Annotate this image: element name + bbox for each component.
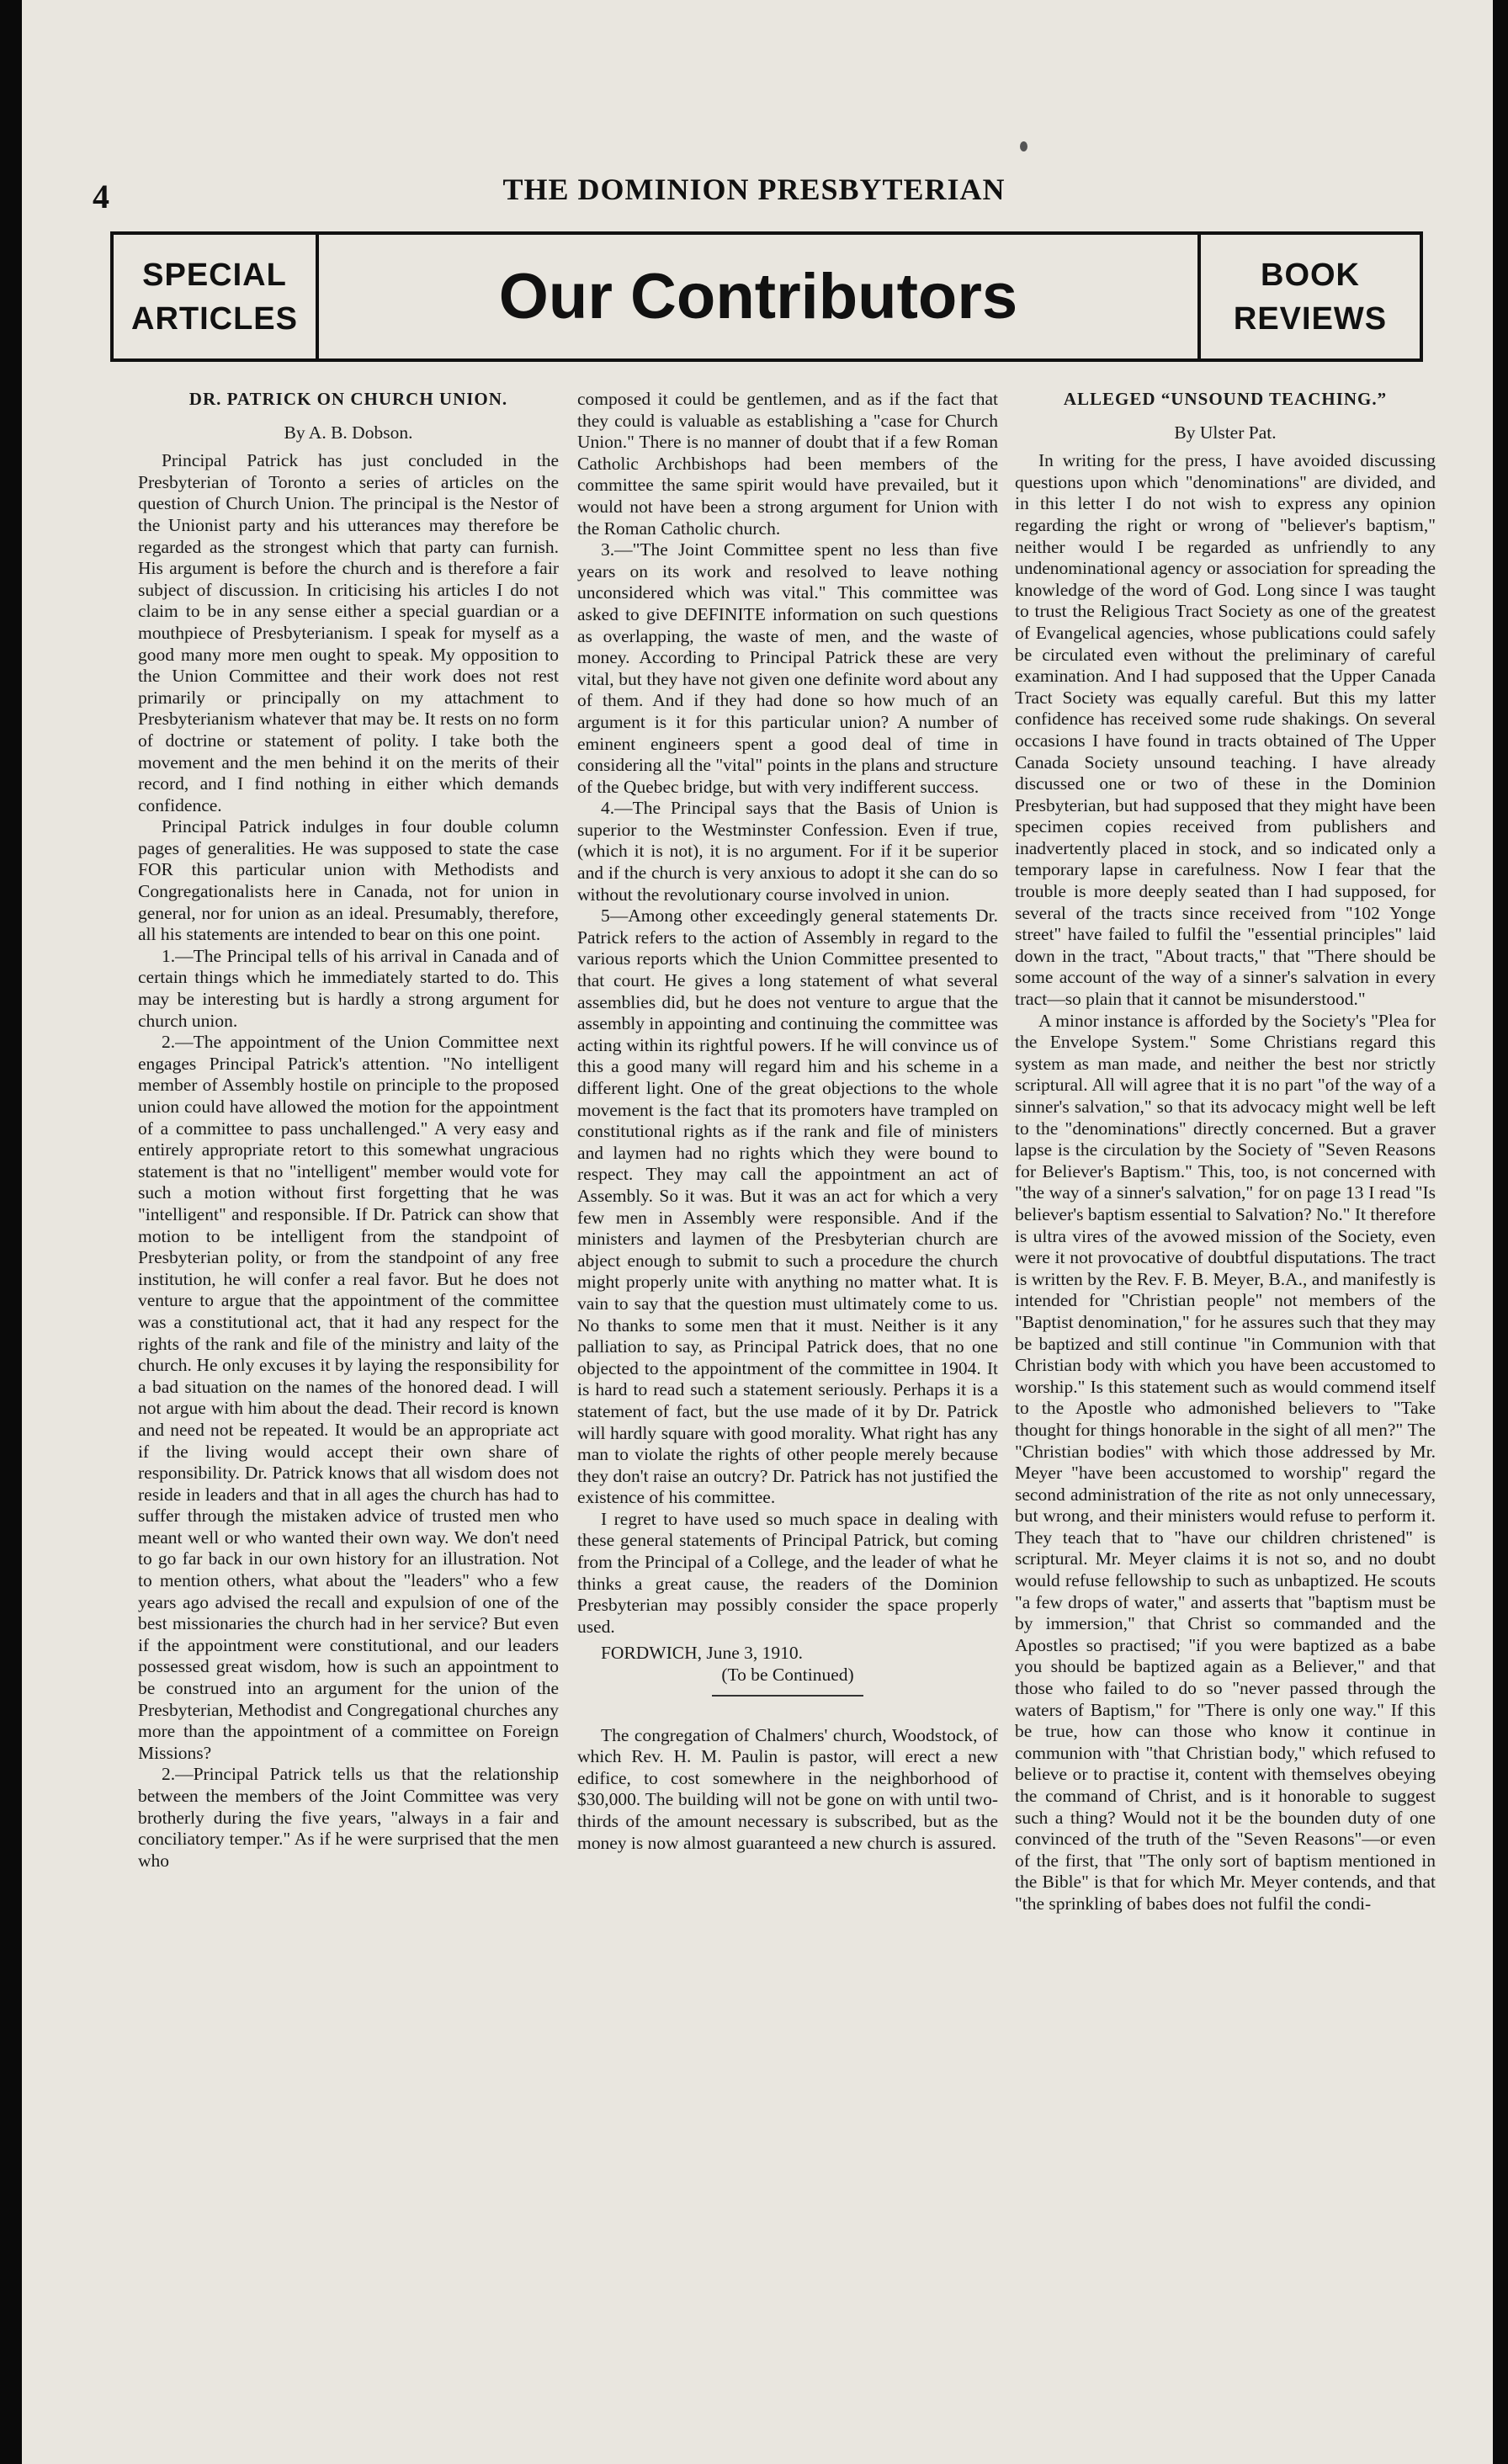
- article1-cont-paragraph: I regret to have used so much space in dealing with these general statements of Principal Patrick, but coming from the Principal of a College, and the leader of what he thinks a great cause, the readers of the Dominion Presbyterian may possibly consider the space properly used.: [577, 1508, 998, 1637]
- ink-speck: [1020, 141, 1027, 151]
- separator-rule: [712, 1695, 863, 1697]
- running-title: THE DOMINION PRESBYTERIAN: [502, 173, 1006, 206]
- section-masthead: [110, 231, 1423, 362]
- article2-paragraph: In writing for the press, I have avoided discussing questions upon which "denominations" are divided, and in this letter I do not wish to express any opinion regarding the right or wrong of "believer's baptism," neither would I be regarded as unfriendly to any undenominational agency or association for spreading the knowledge of the word of God. Long since I was taught to trust the Religious Tract Society as one of the greatest of Evangelical agencies, whose publications could safely be circulated even without the preliminary of careful examination. And I had supposed that the Upper Canada Tract Society was equally careful. But this my latter confidence has received some rude shakings. On several occasions I have found in tracts obtained of The Upper Canada Society unsound teaching. I have already discussed one or two of these in the Dominion Presbyterian, but had supposed that they might have been specimen copies received from publishers and inadvertently placed in stock, and so indicated only a temporary lapse in carefulness. Now I fear that the trouble is more deeply seated than I had supposed, for several of the tracts since received from "102 Yonge street" have failed to fulfil the "essential principles" laid down in the tract, "About tracts," that "There should be some account of the way of a sinner's salvation in every tract—so plain that it cannot be misunderstood.": [1015, 450, 1436, 1010]
- page-number: 4: [93, 178, 109, 215]
- article1-byline: By A. B. Dobson.: [284, 422, 413, 443]
- article1-paragraph: 2.—The appointment of the Union Committee next engages Principal Patrick's attention. "No intelligent member of Assembly hostile on principle to the proposed union could have allowed the motion for the appointment of a committee to pass unchallenged." A very easy and entirely appropriate retort to this somewhat ungracious statement is that no "intelligent" member would vote for such a motion without first forgetting that he was "intelligent" and responsible. If Dr. Patrick can show that motion to be intelligent from the standpoint of Presbyterian polity, or from the standpoint of any free institution, he will confer a real favor. But he does not venture to argue that the appointment of the committee was a constitutional act, that it had any respect for the rights of the rank and file of the ministry and laity of the church. He only excuses it by laying the responsibility for a bad situation on the names of the honored dead. I will not argue with him about the dead. Their record is known and need not be repeated. It would be an appropriate act if the living would accept their own share of responsibility. Dr. Patrick knows that all wisdom does not reside in leaders and that in all ages the church has had to suffer through the mistaken advice of trusted men who meant well or who wanted their own way. We don't need to go far back in our own history for an illustration. Not to mention others, what about the "leaders" who a few years ago advised the recall and expulsion of one of the best missionaries the church had in her service? But even if the appointment were constitutional, and our leaders possessed great wisdom, how is such an appointment to be construed into an argument for the union of the Presbyterian, Methodist and Congregational churches any more than the appointment of a committee on Foreign Missions?: [138, 1032, 559, 1763]
- article1-paragraph: 2.—Principal Patrick tells us that the relationship between the members of the Joint Committee was very brotherly during the five years, "always in a fair and conciliatory temper." As if he were surprised that the men who: [138, 1764, 559, 1871]
- article1-cont-paragraph: 3.—"The Joint Committee spent no less than five years on its work and resolved to leave nothing unconsidered which was vital." This committee was asked to give DEFINITE information on such questions as overlapping, the waste of men, and the waste of money. According to Principal Patrick these are very vital, but they have not given one definite word about any of them. And if they had done so how much of an argument is it for this particular union? A number of eminent engineers spent a good deal of time in considering all the "vital" points in the plans and structure of the Quebec bridge, but with very indifferent success.: [577, 539, 998, 797]
- newspaper-page: [22, 0, 1493, 2464]
- column-1: [138, 389, 559, 2425]
- to-be-continued: (To be Continued): [721, 1665, 854, 1686]
- article2-byline: By Ulster Pat.: [1174, 422, 1277, 443]
- article1-paragraph: 1.—The Principal tells of his arrival in Canada and of certain things which he immediately started to do. This may be interesting but is hardly a strong argument for church union.: [138, 945, 559, 1031]
- article2-headline: ALLEGED “UNSOUND TEACHING.”: [1063, 389, 1388, 409]
- masthead-right-line1: BOOK: [1261, 257, 1360, 293]
- article1-headline: DR. PATRICK ON CHURCH UNION.: [188, 389, 508, 409]
- article2-paragraph: A minor instance is afforded by the Society's "Plea for the Envelope System." Some Christians regard this system as man made, and neither the best nor strictly scriptural. All will agree that it is no part "of the way of a sinner's salvation," so that its advocacy might well be left to the "denominations" directly concerned. But a graver lapse is the circulation by the Society of "Seven Reasons for Believer's Baptism." This, too, is not concerned with "the way of a sinner's salvation," for on page 13 I read "Is believer's baptism essential to Salvation? No." It therefore is ultra vires of the avowed mission of the Society, even were it not provocative of doubtful disputations. The tract is written by the Rev. F. B. Meyer, B.A., and manifestly is intended for "Christian people" not members of the "Baptist denomination," for he assures such that they may be baptized and still continue "in Communion with that Christian body with which you have been accustomed to worship." Is this statement such as would commend itself to the Apostle who admonished believers to "Take thought for things honorable in the sight of all men?" The "Christian bodies" with which those addressed by Mr. Meyer "have been accustomed to worship" regard the second administration of the rite as not only unnecessary, but wrong, and their ministers would refuse to perform it. They teach that to "have our children christened" is scriptural. Mr. Meyer claims it is not so, and no doubt would refuse fellowship to such as unbaptized. He scouts "a few drops of water," and asserts that "baptism must be by immersion," that Christ so commanded and the Apostles so practised; "if you were baptized as a babe you should be baptized again as a Believer," and that those who failed to do so "never passed through the waters of Baptism," for "There is only one way." If this be true, how can those who know it continue in communion with "that Christian body," which refused to believe or to practise it, content with themselves obeying the command of Christ, and is it honorable to suggest such a thing? Would not it be the bounden duty of one convinced of the truth of the "Seven Reasons"—or even of the first, that "The only sort of baptism mentioned in the Bible" is that for which Mr. Meyer contends, and that "the sprinkling of babes does not fulfil the condi-: [1015, 1010, 1436, 1914]
- masthead-right-box: [1197, 235, 1420, 358]
- masthead-right-line2: REVIEWS: [1233, 300, 1388, 337]
- column-3: [1015, 389, 1436, 2425]
- masthead-center-box: [319, 235, 1197, 358]
- article1-dateline: FORDWICH, June 3, 1910.: [600, 1643, 804, 1664]
- masthead-left-line1: SPECIAL: [142, 257, 287, 293]
- article1-cont-paragraph: 5—Among other exceedingly general statements Dr. Patrick refers to the action of Assembly in regard to the various reports which the Union Committee presented to that court. He gives a long statement of what several assemblies did, but he does not venture to argue that the assembly in appointing and continuing the committee was acting within its rightful powers. If he will convince us of this a good many will regard him and his scheme in a different light. One of the great objections to the whole movement is the fact that its promoters have trampled on constitutional rights as if the rank and file of ministers and laymen had no rights which they were bound to respect. They may call the appointment an act of Assembly. So it was. But it was an act for which a very few men in Assembly were responsible. And if the ministers and laymen of the Presbyterian church are abject enough to submit to such a procedure the church might properly unite with anything no matter what. It is vain to say that the question must ultimately come to us. No thanks to some men that it must. Neither is it any palliation to say, as Principal Patrick does, that no one objected to the appointment of the committee in 1904. It is hard to read such a statement seriously. Perhaps it is a statement of fact, but the use made of it by Dr. Patrick will hardly square with good morality. What right has any man to violate the rights of other people merely because they don't raise an outcry? Dr. Patrick has not justified the existence of his committee.: [577, 905, 998, 1508]
- masthead-title: Our Contributors: [498, 261, 1018, 332]
- column-2: [577, 389, 998, 2425]
- article1-paragraph: Principal Patrick has just concluded in the Presbyterian of Toronto a series of articles on the question of Church Union. The principal is the Nestor of the Unionist party and his utterances may therefore be regarded as the strongest which that party can furnish. His argument is before the church and is therefore a fair subject of discussion. In criticising his articles I do not claim to be in any sense either a special guardian or a mouthpiece of Presbyterianism. I speak for myself as a good many more men ought to speak. My opposition to the Union Committee and their work does not rest primarily or principally on my attachment to Presbyterianism whatever that may be. It rests on no form of doctrine or statement of polity. I take both the movement and the men behind it on the merits of their record, and I find nothing in either which demands confidence.: [138, 450, 559, 815]
- article1-cont-paragraph: composed it could be gentlemen, and as if the fact that they could is valuable as establishing a "case for Church Union." There is no manner of doubt that if a few Roman Catholic Archbishops had been members of the committee the same spirit would have prevailed, but it would not have been a strong argument for Union with the Roman Catholic church.: [577, 389, 998, 539]
- chalmers-church-notice: The congregation of Chalmers' church, Woodstock, of which Rev. H. M. Paulin is pastor, will erect a new edifice, to cost somewhere in the neighborhood of $30,000. The building will not be gone on with until two-thirds of the amount necessary is subscribed, but as the money is now almost guaranteed a new church is assured.: [577, 1724, 998, 1853]
- article1-paragraph: Principal Patrick indulges in four double column pages of generalities. He was supposed to state the case FOR this particular union with Methodists and Congregationalists here in Canada, not for union in general, nor for union as an ideal. Presumably, therefore, all his statements are intended to bear on this one point.: [138, 816, 559, 945]
- article1-cont-paragraph: 4.—The Principal says that the Basis of Union is superior to the Westminster Confession. Even if true, (which it is not), it is no argument. For if it be superior and if the church is very anxious to adopt it she can do so without the revolutionary course involved in union.: [577, 798, 998, 905]
- masthead-left-box: [114, 235, 319, 358]
- masthead-left-line2: ARTICLES: [131, 300, 298, 337]
